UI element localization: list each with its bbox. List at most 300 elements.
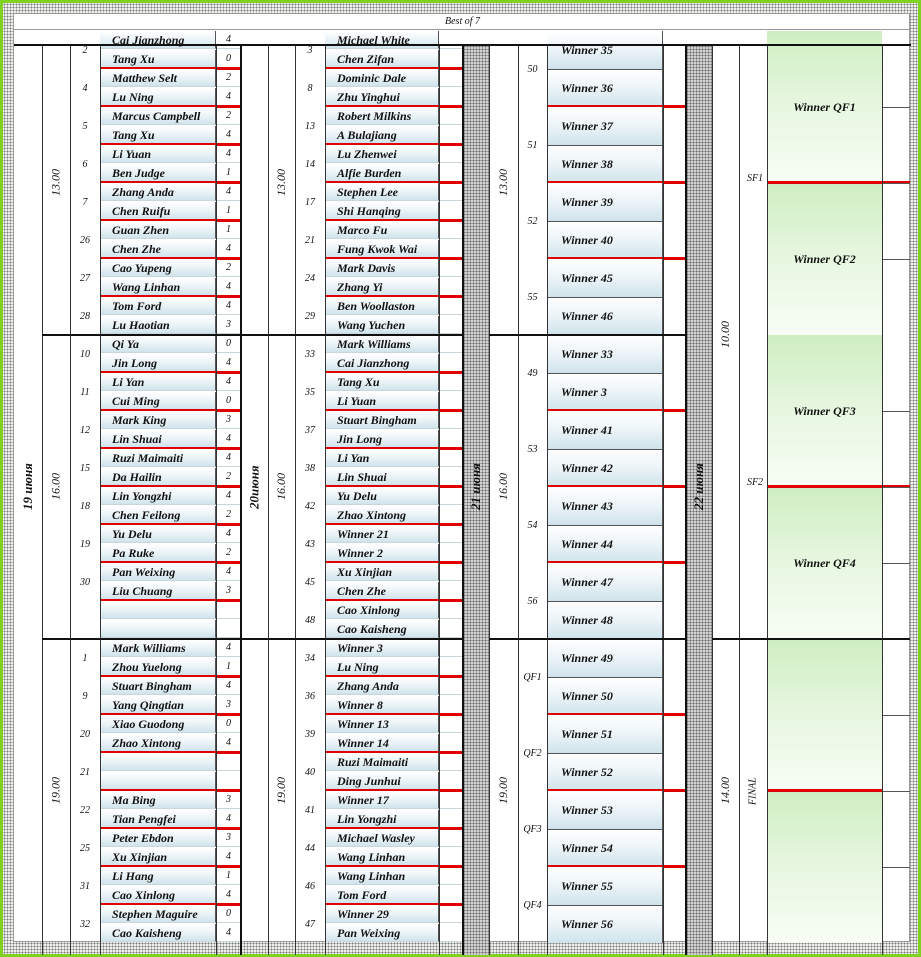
column-line (489, 44, 490, 955)
match-number: 29 (305, 310, 315, 322)
player-name: Cao Yupeng (100, 259, 216, 277)
player-score (439, 354, 463, 372)
player-score: 4 (216, 31, 241, 49)
match-number: 18 (80, 500, 90, 512)
match-number: 51 (527, 139, 538, 151)
player-score (216, 601, 241, 619)
player-name: Tang Xu (325, 373, 439, 391)
player-score: 2 (216, 468, 241, 486)
player-score (439, 126, 463, 144)
player-name: Zhao Xintong (100, 734, 216, 752)
player-name: Winner 17 (325, 791, 439, 809)
player-score: 2 (216, 544, 241, 562)
player-name: Cao Xinlong (100, 886, 216, 904)
player-name: Chen Zifan (325, 50, 439, 68)
player-score (439, 392, 463, 410)
semifinal-slot: Winner QF1 (767, 31, 882, 183)
bracket-tick (882, 791, 910, 792)
player-name: Shi Hanqing (325, 202, 439, 220)
player-name: Pan Weixing (325, 924, 439, 942)
player-name: Marcus Campbell (100, 107, 216, 125)
player-score: 4 (216, 240, 241, 258)
match-divider (547, 373, 663, 374)
player-score (439, 297, 463, 315)
player-name: Li Yuan (100, 145, 216, 163)
semifinal-label: SF2 (746, 477, 764, 488)
player-score (439, 810, 463, 828)
match-number: 48 (305, 614, 315, 626)
player-score (439, 848, 463, 866)
player-score: 0 (216, 335, 241, 353)
player-name: Winner 44 (547, 525, 663, 563)
player-score: 4 (216, 126, 241, 144)
player-name (100, 601, 216, 619)
semifinal-slot: Winner QF3 (767, 335, 882, 487)
column-line (325, 44, 326, 955)
player-name: Winner 3 (547, 373, 663, 411)
semifinal-slot: Winner QF2 (767, 183, 882, 335)
match-divider (547, 677, 663, 678)
player-score: 1 (216, 164, 241, 182)
match-number: 31 (80, 880, 90, 892)
player-score (439, 563, 463, 581)
match-number: 5 (82, 120, 88, 132)
player-name: Qi Ya (100, 335, 216, 353)
match-number: 21 (80, 766, 90, 778)
match-number: 38 (305, 462, 315, 474)
player-name: Winner 39 (547, 183, 663, 221)
player-score: 1 (216, 202, 241, 220)
match-number: 35 (305, 386, 315, 398)
match-number: 13 (305, 120, 315, 132)
player-name: Ruzi Maimaiti (100, 449, 216, 467)
match-number: 44 (305, 842, 315, 854)
player-score: 1 (216, 867, 241, 885)
player-name: Winner 33 (547, 335, 663, 373)
match-divider (547, 221, 663, 222)
player-score (439, 924, 463, 942)
player-score (439, 506, 463, 524)
player-score (216, 753, 241, 771)
match-number: 56 (527, 595, 538, 607)
session-time: 13.00 (274, 169, 288, 197)
match-number: 27 (80, 272, 90, 284)
format-title: Best of 7 (14, 14, 911, 30)
match-number: 15 (80, 462, 90, 474)
player-score (439, 753, 463, 771)
bracket-tick (882, 867, 910, 868)
player-score: 2 (216, 259, 241, 277)
player-name: Tian Pengfei (100, 810, 216, 828)
match-number: 21 (305, 234, 315, 246)
player-name: Stephen Maguire (100, 905, 216, 923)
match-number: 2 (82, 44, 88, 56)
player-score: 3 (216, 316, 241, 334)
column-line (739, 44, 740, 955)
player-name: Lin Yongzhi (325, 810, 439, 828)
player-name: Ding Junhui (325, 772, 439, 790)
bracket-tick (882, 183, 910, 184)
match-number: QF2 (523, 747, 542, 759)
player-name: Ben Woollaston (325, 297, 439, 315)
player-score (439, 164, 463, 182)
bracket-tick (882, 487, 910, 488)
player-name: Lu Ning (325, 658, 439, 676)
player-name: Yu Delu (325, 487, 439, 505)
semifinal-slot: Winner QF4 (767, 487, 882, 639)
bracket-tick (882, 411, 910, 412)
session-time: 10.00 (718, 321, 732, 349)
final-label: FINAL (747, 777, 759, 805)
match-number: 36 (305, 690, 315, 702)
player-name: Winner 45 (547, 259, 663, 297)
match-number: 26 (80, 234, 90, 246)
player-name: Winner 49 (547, 639, 663, 677)
match-divider (547, 525, 663, 526)
player-name: Winner 29 (325, 905, 439, 923)
player-score (439, 430, 463, 448)
day-label: 20июня (246, 465, 262, 509)
match-divider (547, 905, 663, 906)
player-score: 2 (216, 506, 241, 524)
match-number: 32 (80, 918, 90, 930)
player-score (439, 791, 463, 809)
player-score: 4 (216, 430, 241, 448)
match-number: 20 (80, 728, 90, 740)
column-line (70, 44, 71, 955)
player-name: Cui Ming (100, 392, 216, 410)
player-name: Mark Williams (325, 335, 439, 353)
column-line (100, 44, 101, 955)
player-name: Winner 8 (325, 696, 439, 714)
match-number: 12 (80, 424, 90, 436)
player-name: Tang Xu (100, 126, 216, 144)
column-line (712, 44, 713, 955)
player-score: 3 (216, 791, 241, 809)
player-name: Tom Ford (325, 886, 439, 904)
player-score: 4 (216, 639, 241, 657)
column-line (882, 44, 883, 955)
player-score (439, 601, 463, 619)
player-score (439, 449, 463, 467)
player-name (100, 772, 216, 790)
player-name: Winner 35 (547, 31, 663, 69)
player-score: 4 (216, 373, 241, 391)
session-time: 14.00 (718, 777, 732, 805)
player-name: Jin Long (325, 430, 439, 448)
player-score (439, 658, 463, 676)
player-name: Li Hang (100, 867, 216, 885)
player-score (439, 335, 463, 353)
match-number: 49 (527, 367, 538, 379)
player-score: 2 (216, 107, 241, 125)
player-name: Robert Milkins (325, 107, 439, 125)
player-name: Peter Ebdon (100, 829, 216, 847)
player-name: Winner 48 (547, 601, 663, 639)
match-number: 50 (527, 63, 538, 75)
player-name: Michael Wasley (325, 829, 439, 847)
player-score: 4 (216, 449, 241, 467)
player-score: 4 (216, 278, 241, 296)
match-number: 28 (80, 310, 90, 322)
player-name: Zhao Xintong (325, 506, 439, 524)
player-name: Zhou Yuelong (100, 658, 216, 676)
match-number: 4 (82, 82, 88, 94)
player-name: Stuart Bingham (100, 677, 216, 695)
player-score (439, 468, 463, 486)
player-name: Mark Davis (325, 259, 439, 277)
player-name: Zhu Yinghui (325, 88, 439, 106)
player-name: Cai Jianzhong (325, 354, 439, 372)
player-score (439, 582, 463, 600)
player-name: Wang Linhan (325, 848, 439, 866)
player-name: Winner 37 (547, 107, 663, 145)
player-name: Chen Zhe (100, 240, 216, 258)
match-number: 30 (80, 576, 90, 588)
match-divider (547, 297, 663, 298)
bracket-tick (882, 563, 910, 564)
match-number: QF4 (523, 899, 542, 911)
player-name: Winner 36 (547, 69, 663, 107)
player-name: Tom Ford (100, 297, 216, 315)
match-number: 45 (305, 576, 315, 588)
player-score: 4 (216, 145, 241, 163)
player-name: Wang Yuchen (325, 316, 439, 334)
match-number: 46 (305, 880, 315, 892)
player-name: Matthew Selt (100, 69, 216, 87)
session-separator (42, 638, 463, 640)
player-score: 4 (216, 924, 241, 942)
player-name: Chen Feilong (100, 506, 216, 524)
session-time: 13.00 (496, 169, 510, 197)
player-score: 4 (216, 677, 241, 695)
match-number: 41 (305, 804, 315, 816)
session-time: 13.00 (48, 169, 63, 197)
day-label: 21 июня (468, 463, 483, 511)
player-name: Lin Yongzhi (100, 487, 216, 505)
player-name: Winner 41 (547, 411, 663, 449)
player-score: 1 (216, 658, 241, 676)
match-divider (547, 753, 663, 754)
column-line (439, 44, 440, 955)
session-separator (712, 638, 910, 640)
match-number: 24 (305, 272, 315, 284)
player-name: Lu Haotian (100, 316, 216, 334)
player-score: 3 (216, 411, 241, 429)
session-time: 19.00 (274, 777, 288, 805)
player-score (439, 278, 463, 296)
player-score (439, 183, 463, 201)
column-line (767, 44, 768, 955)
player-name: Yu Delu (100, 525, 216, 543)
player-name: Jin Long (100, 354, 216, 372)
player-name: Da Hailin (100, 468, 216, 486)
player-name: Stephen Lee (325, 183, 439, 201)
session-time: 19.00 (496, 777, 510, 805)
player-name: Winner 13 (325, 715, 439, 733)
player-name: Winner 47 (547, 563, 663, 601)
player-name: Winner 46 (547, 297, 663, 335)
player-score (439, 259, 463, 277)
column-line (216, 44, 217, 955)
match-number: 33 (305, 348, 315, 360)
player-name: Lu Zhenwei (325, 145, 439, 163)
semifinal-label: SF1 (746, 173, 764, 184)
match-number: 42 (305, 500, 315, 512)
session-time: 16.00 (496, 473, 510, 501)
match-number (70, 601, 100, 639)
match-number: 17 (305, 196, 315, 208)
player-name: Yang Qingtian (100, 696, 216, 714)
match-divider (547, 829, 663, 830)
player-score: 1 (216, 221, 241, 239)
match-number: 37 (305, 424, 315, 436)
player-score (439, 886, 463, 904)
player-name: Alfie Burden (325, 164, 439, 182)
player-name: Lin Shuai (100, 430, 216, 448)
player-score: 0 (216, 50, 241, 68)
match-number: 9 (82, 690, 88, 702)
column-line (268, 44, 269, 955)
player-score: 2 (216, 69, 241, 87)
match-divider (547, 69, 663, 70)
player-name: Ma Bing (100, 791, 216, 809)
player-score (439, 316, 463, 334)
player-name: A Bulajiang (325, 126, 439, 144)
match-number: 55 (527, 291, 538, 303)
player-name: Tang Xu (100, 50, 216, 68)
player-score: 3 (216, 829, 241, 847)
player-score (439, 715, 463, 733)
player-name: Wang Linhan (325, 867, 439, 885)
player-score (439, 31, 463, 49)
player-name (100, 753, 216, 771)
player-name: Winner 51 (547, 715, 663, 753)
player-name: Li Yan (325, 449, 439, 467)
player-name: Cao Xinlong (325, 601, 439, 619)
column-line (42, 44, 43, 955)
match-divider (547, 145, 663, 146)
session-time: 19.00 (48, 777, 63, 805)
match-number: 8 (307, 82, 313, 94)
player-name: Pa Ruke (100, 544, 216, 562)
player-score (439, 221, 463, 239)
match-number: 7 (82, 196, 88, 208)
player-name: Winner 43 (547, 487, 663, 525)
player-name: Michael White (325, 31, 439, 49)
player-name: Xu Xinjian (325, 563, 439, 581)
player-name: Marco Fu (325, 221, 439, 239)
player-name: Chen Ruifu (100, 202, 216, 220)
player-score: 3 (216, 582, 241, 600)
player-score (439, 50, 463, 68)
match-number: 25 (80, 842, 90, 854)
match-number: 14 (305, 158, 315, 170)
player-score: 4 (216, 297, 241, 315)
player-name: Winner 3 (325, 639, 439, 657)
player-score (439, 525, 463, 543)
player-name: Mark King (100, 411, 216, 429)
player-score (439, 905, 463, 923)
final-divider (767, 789, 882, 792)
player-name: Dominic Dale (325, 69, 439, 87)
player-score: 0 (216, 392, 241, 410)
player-name: Lu Ning (100, 88, 216, 106)
player-score: 0 (216, 905, 241, 923)
player-score (439, 69, 463, 87)
player-score (439, 544, 463, 562)
player-score: 4 (216, 525, 241, 543)
column-line (663, 44, 664, 955)
player-score (439, 107, 463, 125)
player-name: Ben Judge (100, 164, 216, 182)
column-line (518, 44, 519, 955)
column-line (462, 44, 464, 955)
session-time: 16.00 (48, 473, 63, 501)
bracket-tick (882, 715, 910, 716)
player-name: Cao Kaisheng (100, 924, 216, 942)
match-number: 19 (80, 538, 90, 550)
player-score: 4 (216, 734, 241, 752)
session-separator (42, 334, 463, 336)
player-name: Li Yuan (325, 392, 439, 410)
match-divider (547, 601, 663, 602)
final-slot (767, 639, 882, 791)
match-number: 11 (80, 386, 90, 398)
player-name: Pan Weixing (100, 563, 216, 581)
match-number: 47 (305, 918, 315, 930)
player-score: 0 (216, 715, 241, 733)
match-divider (547, 449, 663, 450)
session-separator (489, 638, 686, 640)
player-name: Winner 14 (325, 734, 439, 752)
match-number: 43 (305, 538, 315, 550)
player-score: 4 (216, 810, 241, 828)
player-score (439, 829, 463, 847)
match-number: 54 (527, 519, 538, 531)
column-line (295, 44, 296, 955)
match-number: 40 (305, 766, 315, 778)
player-name: Stuart Bingham (325, 411, 439, 429)
match-number: 53 (527, 443, 538, 455)
player-score: 4 (216, 88, 241, 106)
player-score: 4 (216, 487, 241, 505)
player-score (439, 145, 463, 163)
player-score: 4 (216, 354, 241, 372)
player-score: 3 (216, 696, 241, 714)
player-name: Winner 55 (547, 867, 663, 905)
column-line (240, 44, 242, 955)
player-name: Zhang Anda (325, 677, 439, 695)
final-slot (767, 791, 882, 943)
bracket-tick (882, 107, 910, 108)
bracket-board (13, 13, 910, 942)
player-name: Mark Williams (100, 639, 216, 657)
player-name: Cai Jianzhong (100, 31, 216, 49)
session-time: 16.00 (274, 473, 288, 501)
match-number: 52 (527, 215, 538, 227)
player-score (439, 639, 463, 657)
match-number: QF1 (523, 671, 542, 683)
match-number: 22 (80, 804, 90, 816)
column-line (685, 44, 687, 955)
player-score (439, 202, 463, 220)
player-score: 4 (216, 848, 241, 866)
player-name: Guan Zhen (100, 221, 216, 239)
match-number: 10 (80, 348, 90, 360)
match-number: 34 (305, 652, 315, 664)
player-name: Winner 38 (547, 145, 663, 183)
